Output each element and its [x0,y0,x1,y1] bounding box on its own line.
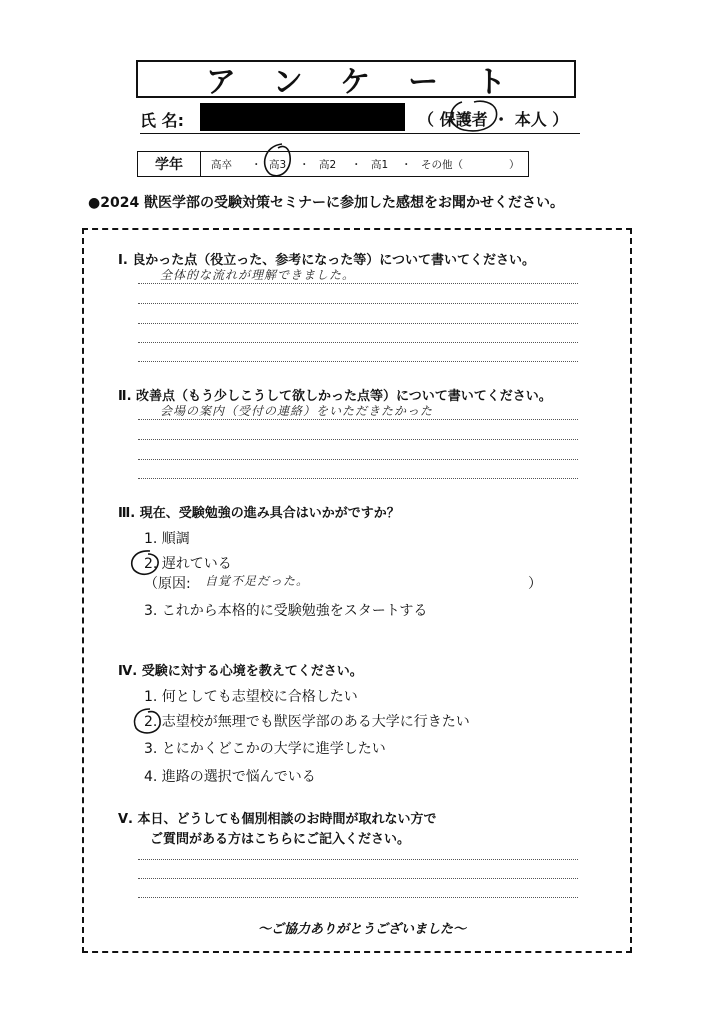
intro-text: ●2024 獣医学部の受験対策セミナーに参加した感想をお聞かせください。 [88,195,565,211]
answer-line [138,323,578,324]
q5-question-line1: Ⅴ. 本日、どうしても個別相談のお時間が取れない方で [118,812,437,827]
grade-box [137,151,529,177]
q4-question: Ⅳ. 受験に対する心境を教えてください。 [118,664,363,679]
q2-handwritten-answer: 会場の案内（受付の連絡）をいただきたかった [160,404,434,418]
q5-question-line2: ご質問がある方はこちらにご記入ください。 [150,832,411,847]
answer-line [138,419,578,420]
q3-reason-label: （原因: [144,576,191,592]
q4-option-2: 2. 志望校が無理でも獣医学部のある大学に行きたい [144,714,470,730]
grade-separator: ・ [401,158,412,171]
relation-circle-mark [444,96,504,136]
name-label: 氏 名: [140,111,184,130]
answer-line [138,478,578,479]
q4-option-1: 1. 何としても志望校に合格したい [144,689,358,705]
q1-question: Ⅰ. 良かった点（役立った、参考になった等）について書いてください。 [118,253,536,268]
name-redaction [200,103,405,131]
q3-reason-close: ） [528,576,542,592]
answer-line [138,859,578,860]
survey-title: アンケート [205,65,545,100]
answer-line [138,459,578,460]
answer-line [138,283,578,284]
grade-option: 高3 [269,158,287,171]
grade-option: 高1 [371,158,389,171]
grade-option: 高卒 [211,158,232,171]
grade-option: 高2 [319,158,337,171]
name-underline [140,133,580,134]
q3-option-3: 3. これから本格的に受験勉強をスタートする [144,603,428,619]
answer-line [138,878,578,879]
grade-separator: ・ [251,158,262,171]
q3-option-1: 1. 順調 [144,531,190,547]
answer-line [138,897,578,898]
survey-title-box [136,60,576,98]
q2-question: Ⅱ. 改善点（もう少しこうして欲しかった点等）について書いてください。 [118,389,552,404]
grade-option: その他（ [421,158,463,171]
grade-separator: ・ [299,158,310,171]
answer-line [138,439,578,440]
q1-handwritten-answer: 全体的な流れが理解できました。 [160,268,356,282]
grade-separator: ・ [351,158,362,171]
q4-option-3: 3. とにかくどこかの大学に進学したい [144,741,386,757]
answer-line [138,361,578,362]
grade-circle-mark [256,140,296,180]
grade-options [201,152,520,176]
answer-line [138,303,578,304]
grade-label: 学年 [138,152,201,176]
grade-option-close: ） [509,158,520,171]
q3-option-2: 2. 遅れている [144,556,232,572]
q3-reason-answer: 自覚不足だった。 [205,574,310,588]
q3-question: Ⅲ. 現在、受験勉強の進み具合はいかがですか？ [118,506,400,521]
answer-line [138,342,578,343]
q4-circle-mark [128,706,164,736]
relation-options: （ 保護者 ・ 本人 ） [418,110,569,129]
thanks-message: ～ご協力ありがとうございました～ [257,922,466,937]
q4-option-4: 4. 進路の選択で悩んでいる [144,769,316,785]
